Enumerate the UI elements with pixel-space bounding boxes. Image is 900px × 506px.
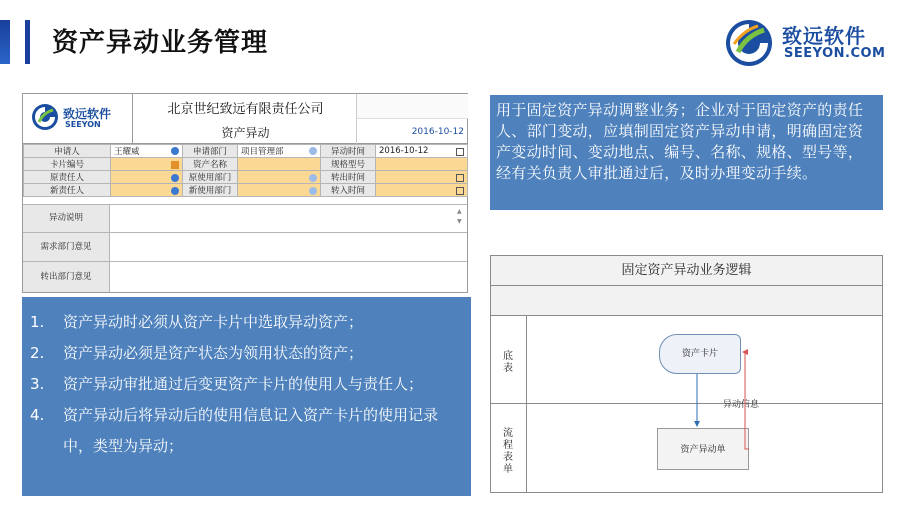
- diagram-title: 固定资产异动业务逻辑: [491, 256, 882, 286]
- table-row: [24, 171, 468, 184]
- new-owner-label: 新责任人: [24, 184, 111, 197]
- user-picker-icon[interactable]: [171, 174, 179, 182]
- lane-label-base-table: 底表: [503, 351, 513, 374]
- original-owner-label: 原责任人: [24, 171, 111, 184]
- list-item: 2. 资产异动必须是资产状态为领用状态的资产；: [30, 344, 364, 362]
- demand-dept-opinion-label: 需求部门意见: [23, 233, 110, 261]
- applicant-field[interactable]: 王耀威: [111, 145, 183, 158]
- list-item: 4. 资产异动后将异动后的使用信息记入资产卡片的使用记录中，类型为异动；: [30, 406, 439, 455]
- form-name: 资产异动: [221, 126, 270, 140]
- change-time-label: 异动时间: [321, 145, 376, 158]
- title-accent-bar-secondary: [25, 20, 30, 64]
- apply-dept-label: 申请部门: [183, 145, 238, 158]
- form-logo-english: SEEYON: [65, 120, 101, 129]
- transfer-in-time-label: 转入时间: [321, 184, 376, 197]
- form-fields-table: [23, 144, 468, 197]
- new-dept-label: 新使用部门: [183, 184, 238, 197]
- table-row: [24, 145, 468, 158]
- asset-name-label: 资产名称: [183, 158, 238, 171]
- form-logo-chinese: 致远软件: [63, 107, 112, 121]
- node-asset-change-form: 资产异动单: [657, 428, 749, 470]
- change-note-label: 异动说明: [23, 205, 110, 232]
- list-item: 3. 资产异动审批通过后变更资产卡片的使用人与责任人；: [30, 375, 424, 393]
- original-dept-field[interactable]: [238, 171, 321, 184]
- spec-model-label: 规格型号: [321, 158, 376, 171]
- transfer-out-dept-opinion-label: 转出部门意见: [23, 262, 110, 292]
- calendar-icon[interactable]: [456, 148, 464, 156]
- card-number-label: 卡片编号: [24, 158, 111, 171]
- logo-chinese-name: 致远软件: [782, 24, 866, 48]
- transfer-out-time-label: 转出时间: [321, 171, 376, 184]
- card-select-icon[interactable]: [171, 161, 179, 169]
- transfer-out-time-field[interactable]: [376, 171, 468, 184]
- form-date: 2016-10-12: [411, 127, 464, 137]
- table-row: [24, 184, 468, 197]
- transfer-out-dept-opinion-row: [23, 261, 467, 292]
- card-number-field[interactable]: [111, 158, 183, 171]
- page-title: 资产异动业务管理: [52, 28, 269, 58]
- company-name: 北京世纪致远有限责任公司: [167, 102, 324, 117]
- original-dept-label: 原使用部门: [183, 171, 238, 184]
- user-picker-icon[interactable]: [171, 187, 179, 195]
- applicant-label: 申请人: [24, 145, 111, 158]
- business-rules-list: [22, 297, 471, 496]
- change-note-row: [23, 204, 467, 232]
- business-description: 用于固定资产异动调整业务；企业对于固定资产的责任人、部门变动，应填制固定资产异动申请，明确固定资产变动时间、变动地点、编号、名称、规格、型号等，经有关负责人审批通过后，及时办理变动手续。: [490, 95, 883, 210]
- table-row: [24, 158, 468, 171]
- edge-label-change-info: 异动信息: [723, 400, 760, 410]
- original-owner-field[interactable]: [111, 171, 183, 184]
- change-time-field[interactable]: 2016-10-12: [376, 145, 468, 158]
- form-logo: [23, 94, 133, 144]
- form-header: [23, 94, 467, 144]
- asset-change-form: [22, 93, 468, 293]
- title-accent-bar: [0, 20, 10, 64]
- demand-dept-opinion-field[interactable]: [111, 233, 467, 261]
- business-logic-diagram: [490, 255, 883, 493]
- dept-picker-icon[interactable]: [309, 147, 317, 155]
- user-picker-icon[interactable]: [171, 147, 179, 155]
- calendar-icon[interactable]: [456, 187, 464, 195]
- change-note-textarea[interactable]: [111, 205, 467, 232]
- lane-label-process-form: 流程表单: [503, 428, 513, 475]
- new-owner-field[interactable]: [111, 184, 183, 197]
- new-dept-field[interactable]: [238, 184, 321, 197]
- seeyon-logo-icon: [724, 18, 774, 68]
- logo-english-name: SEEYON.COM: [784, 46, 886, 61]
- flow-arrows: [491, 256, 882, 492]
- asset-name-field[interactable]: [238, 158, 321, 171]
- node-asset-card: 资产卡片: [659, 334, 741, 374]
- dept-picker-icon[interactable]: [309, 174, 317, 182]
- spec-model-field[interactable]: [376, 158, 468, 171]
- scroll-arrows-icon[interactable]: ▲ ▼: [457, 208, 462, 225]
- transfer-out-dept-opinion-field[interactable]: [111, 262, 467, 292]
- apply-dept-field[interactable]: 项目管理部: [238, 145, 321, 158]
- list-item: 1. 资产异动时必须从资产卡片中选取异动资产；: [30, 313, 364, 331]
- dept-picker-icon[interactable]: [309, 187, 317, 195]
- calendar-icon[interactable]: [456, 174, 464, 182]
- seeyon-logo-icon: [31, 103, 59, 131]
- brand-logo: [724, 18, 884, 68]
- transfer-in-time-field[interactable]: [376, 184, 468, 197]
- demand-dept-opinion-row: [23, 232, 467, 261]
